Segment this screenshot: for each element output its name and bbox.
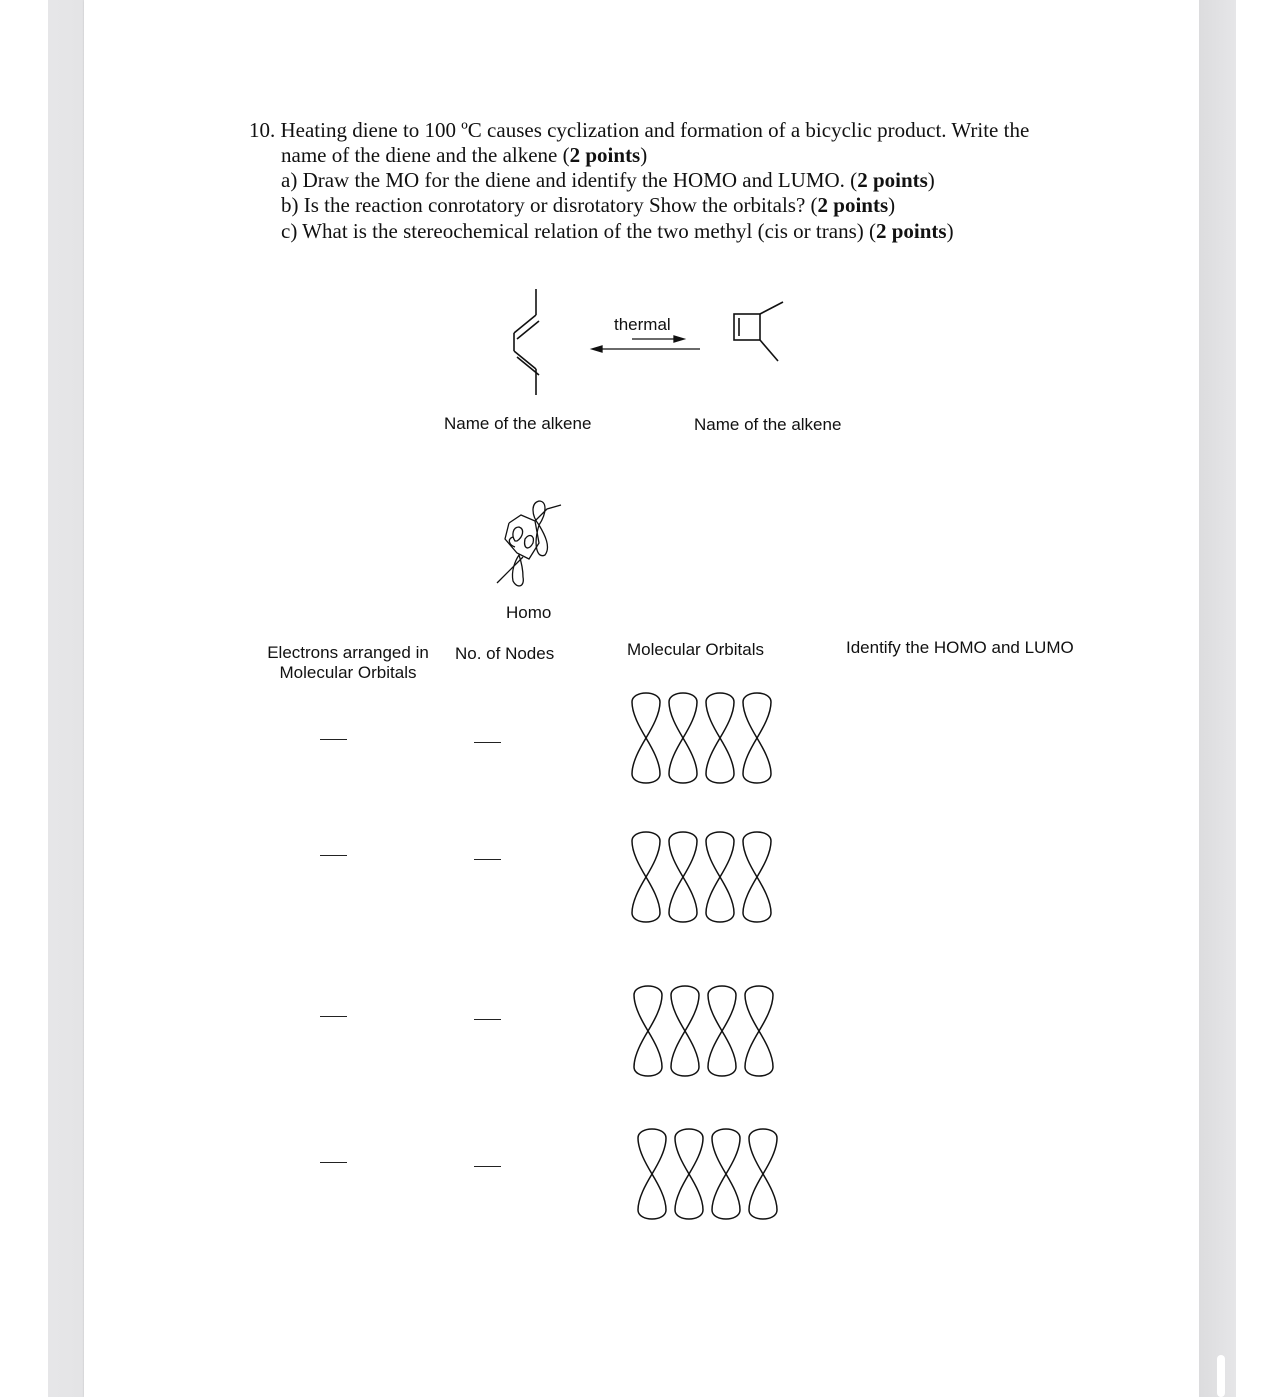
right-name-label: Name of the alkene bbox=[694, 415, 842, 434]
orbital-lower-lobe bbox=[749, 1174, 777, 1219]
mo-row-4 bbox=[637, 1124, 787, 1228]
part-c-text: c) What is the stereochemical relation of the two methyl (cis or trans) ( bbox=[281, 219, 876, 243]
p-orbital bbox=[675, 1129, 703, 1219]
orbital-upper-lobe bbox=[671, 986, 699, 1031]
p-orbital bbox=[669, 832, 697, 922]
question-line-2-text: name of the diene and the alkene ( bbox=[281, 143, 570, 167]
col-mo-header: Molecular Orbitals bbox=[627, 640, 764, 659]
p-orbital bbox=[632, 693, 660, 783]
orbital-lower-lobe bbox=[708, 1031, 736, 1076]
mo-row-1 bbox=[631, 688, 781, 792]
orbital-lower-lobe bbox=[638, 1174, 666, 1219]
orbital-lower-lobe bbox=[745, 1031, 773, 1076]
part-b-end: ) bbox=[888, 193, 896, 217]
homo-label: Homo bbox=[506, 603, 552, 622]
p-orbital bbox=[708, 986, 736, 1076]
p-orbital bbox=[743, 693, 771, 783]
orbital-upper-lobe bbox=[745, 986, 773, 1031]
orbital-upper-lobe bbox=[632, 832, 660, 877]
col-nodes-header: No. of Nodes bbox=[455, 644, 555, 663]
question-line-2 bbox=[281, 143, 647, 168]
p-orbital bbox=[638, 1129, 666, 1219]
left-name-label: Name of the alkene bbox=[444, 414, 592, 433]
question-number: 10. bbox=[249, 118, 276, 142]
part-b-text: b) Is the reaction conrotatory or disrotatory Show the orbitals? ( bbox=[281, 193, 818, 217]
orbital-lower-lobe bbox=[743, 738, 771, 783]
part-a-points: 2 points bbox=[857, 168, 928, 192]
p-orbital bbox=[706, 693, 734, 783]
orbital-upper-lobe bbox=[749, 1129, 777, 1174]
orbital-upper-lobe bbox=[706, 832, 734, 877]
orbital-upper-lobe bbox=[638, 1129, 666, 1174]
orbital-lower-lobe bbox=[632, 738, 660, 783]
orbital-upper-lobe bbox=[634, 986, 662, 1031]
orbital-upper-lobe bbox=[743, 832, 771, 877]
diene-structure bbox=[500, 285, 550, 400]
p-orbital bbox=[743, 832, 771, 922]
mo-row-3 bbox=[633, 981, 783, 1085]
electron-blank-row-2[interactable] bbox=[320, 855, 347, 856]
orbital-lower-lobe bbox=[669, 738, 697, 783]
orbital-lower-lobe bbox=[632, 877, 660, 922]
p-orbital bbox=[634, 986, 662, 1076]
orbital-lower-lobe bbox=[706, 738, 734, 783]
question-line-2-points: 2 points bbox=[569, 143, 641, 167]
p-orbital bbox=[749, 1129, 777, 1219]
orbital-upper-lobe bbox=[706, 693, 734, 738]
part-c-points: 2 points bbox=[875, 219, 947, 243]
col-identify-header: Identify the HOMO and LUMO bbox=[846, 638, 1074, 657]
part-a-text: a) Draw the MO for the diene and identify the HOMO and LUMO. ( bbox=[281, 168, 858, 192]
orbital-upper-lobe bbox=[712, 1129, 740, 1174]
question-intro: Heating diene to 100 ºC causes cyclization and formation of a bicyclic product. Write the bbox=[280, 118, 1030, 142]
p-orbital bbox=[669, 693, 697, 783]
orbital-upper-lobe bbox=[675, 1129, 703, 1174]
col-electrons-header-line1: Electrons arranged in bbox=[267, 643, 429, 662]
orbital-lower-lobe bbox=[634, 1031, 662, 1076]
electron-blank-row-3[interactable] bbox=[320, 1016, 347, 1017]
right-page-margin bbox=[1199, 0, 1236, 1397]
orbital-upper-lobe bbox=[632, 693, 660, 738]
question-part-c bbox=[281, 219, 954, 244]
orbital-lower-lobe bbox=[743, 877, 771, 922]
p-orbital bbox=[632, 832, 660, 922]
p-orbital bbox=[671, 986, 699, 1076]
left-gutter bbox=[0, 0, 48, 1397]
electron-blank-row-1[interactable] bbox=[320, 739, 347, 740]
question-line-1 bbox=[249, 118, 1029, 143]
mo-row-2 bbox=[631, 827, 781, 931]
orbital-upper-lobe bbox=[669, 693, 697, 738]
cyclobutene-structure bbox=[728, 300, 788, 365]
orbital-lower-lobe bbox=[671, 1031, 699, 1076]
orbital-lower-lobe bbox=[712, 1174, 740, 1219]
part-c-end: ) bbox=[946, 219, 954, 243]
col-electrons-header bbox=[258, 643, 438, 683]
orbital-lower-lobe bbox=[669, 877, 697, 922]
question-line-2-end: ) bbox=[640, 143, 648, 167]
nodes-blank-row-1[interactable] bbox=[474, 742, 501, 743]
orbital-upper-lobe bbox=[669, 832, 697, 877]
reaction-condition: thermal bbox=[614, 315, 671, 334]
scrollbar-thumb[interactable] bbox=[1217, 1355, 1225, 1397]
p-orbital bbox=[706, 832, 734, 922]
orbital-lower-lobe bbox=[706, 877, 734, 922]
orbital-upper-lobe bbox=[708, 986, 736, 1031]
orbital-upper-lobe bbox=[743, 693, 771, 738]
p-orbital bbox=[745, 986, 773, 1076]
p-orbital bbox=[712, 1129, 740, 1219]
nodes-blank-row-4[interactable] bbox=[474, 1166, 501, 1167]
part-a-end: ) bbox=[927, 168, 935, 192]
question-part-a bbox=[281, 168, 935, 193]
reaction-arrows bbox=[590, 334, 705, 356]
orbital-lower-lobe bbox=[675, 1174, 703, 1219]
part-b-points: 2 points bbox=[817, 193, 889, 217]
electron-blank-row-4[interactable] bbox=[320, 1162, 347, 1163]
nodes-blank-row-2[interactable] bbox=[474, 859, 501, 860]
right-gutter bbox=[1236, 0, 1284, 1397]
homo-orbital-sketch bbox=[495, 495, 570, 595]
nodes-blank-row-3[interactable] bbox=[474, 1019, 501, 1020]
question-part-b bbox=[281, 193, 895, 218]
col-electrons-header-line2: Molecular Orbitals bbox=[279, 663, 417, 682]
left-page-margin bbox=[48, 0, 84, 1397]
